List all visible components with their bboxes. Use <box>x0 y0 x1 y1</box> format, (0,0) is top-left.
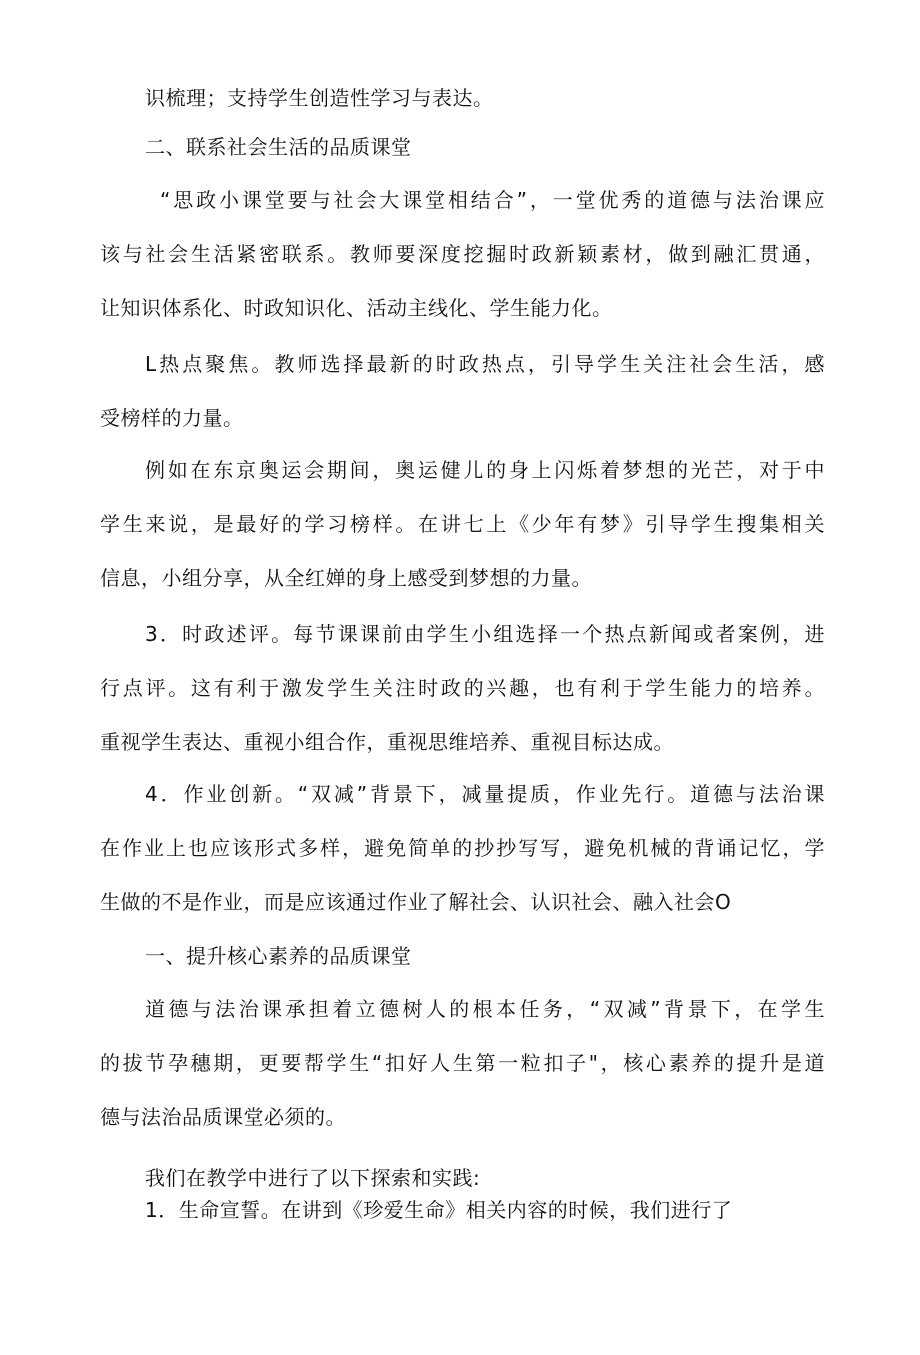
paragraph-social-life <box>100 173 825 335</box>
section-heading: 二、联系社会生活的品质课堂 <box>145 135 412 159</box>
text-line: 1．生命宣誓。在讲到《珍爱生命》相关内容的时候，我们进行了 <box>145 1198 733 1222</box>
text-line: 德与法治品质课堂必须的。 <box>100 1105 346 1129</box>
text-line: L热点聚焦。教师选择最新的时政热点，引导学生关注社会生活，感 <box>145 352 825 376</box>
text-line: 道德与法治课承担着立德树人的根本任务，“双减”背景下，在学生 <box>145 997 825 1021</box>
paragraph-practice <box>100 1162 825 1226</box>
text-line: 受榜样的力量。 <box>100 406 244 430</box>
text-line: “思政小课堂要与社会大课堂相结合”，一堂优秀的道德与法治课应 <box>160 188 825 212</box>
text-line: 让知识体系化、时政知识化、活动主线化、学生能力化。 <box>100 296 613 320</box>
text-line: 我们在教学中进行了以下探索和实践: <box>145 1166 481 1190</box>
text-line: 4．作业创新。“双减”背景下，减量提质，作业先行。道德与法治课 <box>145 782 825 806</box>
heading-social-life <box>100 120 825 174</box>
heading-core-literacy <box>100 929 825 983</box>
paragraph-olympics <box>100 443 825 605</box>
text-line: 例如在东京奥运会期间，奥运健儿的身上闪烁着梦想的光芒，对于中 <box>145 458 825 482</box>
text-line: 重视学生表达、重视小组合作，重视思维培养、重视目标达成。 <box>100 730 674 754</box>
text-line: 3．时政述评。每节课课前由学生小组选择一个热点新闻或者案例，进 <box>145 622 825 646</box>
text-line: 该与社会生活紧密联系。教师要深度挖掘时政新颖素材，做到融汇贯通， <box>100 242 825 266</box>
section-heading: 一、提升核心素养的品质课堂 <box>145 944 412 968</box>
text-line: 生做的不是作业，而是应该通过作业了解社会、认识社会、融入社会O <box>100 890 732 914</box>
text-line: 在作业上也应该形式多样，避免简单的抄抄写写，避免机械的背诵记忆，学 <box>100 836 825 860</box>
paragraph-hotspot <box>100 337 825 445</box>
paragraph-intro <box>100 71 825 125</box>
paragraph-homework <box>100 767 825 929</box>
text-line: 学生来说，是最好的学习榜样。在讲七上《少年有梦》引导学生搜集相关 <box>100 512 825 536</box>
text-line: 的拔节孕穗期，更要帮学生“扣好人生第一粒扣子"，核心素养的提升是道 <box>100 1051 825 1075</box>
text-line: 信息，小组分享，从全红婵的身上感受到梦想的力量。 <box>100 566 592 590</box>
text-line: 识梳理；支持学生创造性学习与表达。 <box>145 86 494 110</box>
paragraph-news-review <box>100 607 825 769</box>
text-line: 行点评。这有利于激发学生关注时政的兴趣，也有利于学生能力的培养。 <box>100 676 825 700</box>
paragraph-core-literacy <box>100 982 825 1144</box>
